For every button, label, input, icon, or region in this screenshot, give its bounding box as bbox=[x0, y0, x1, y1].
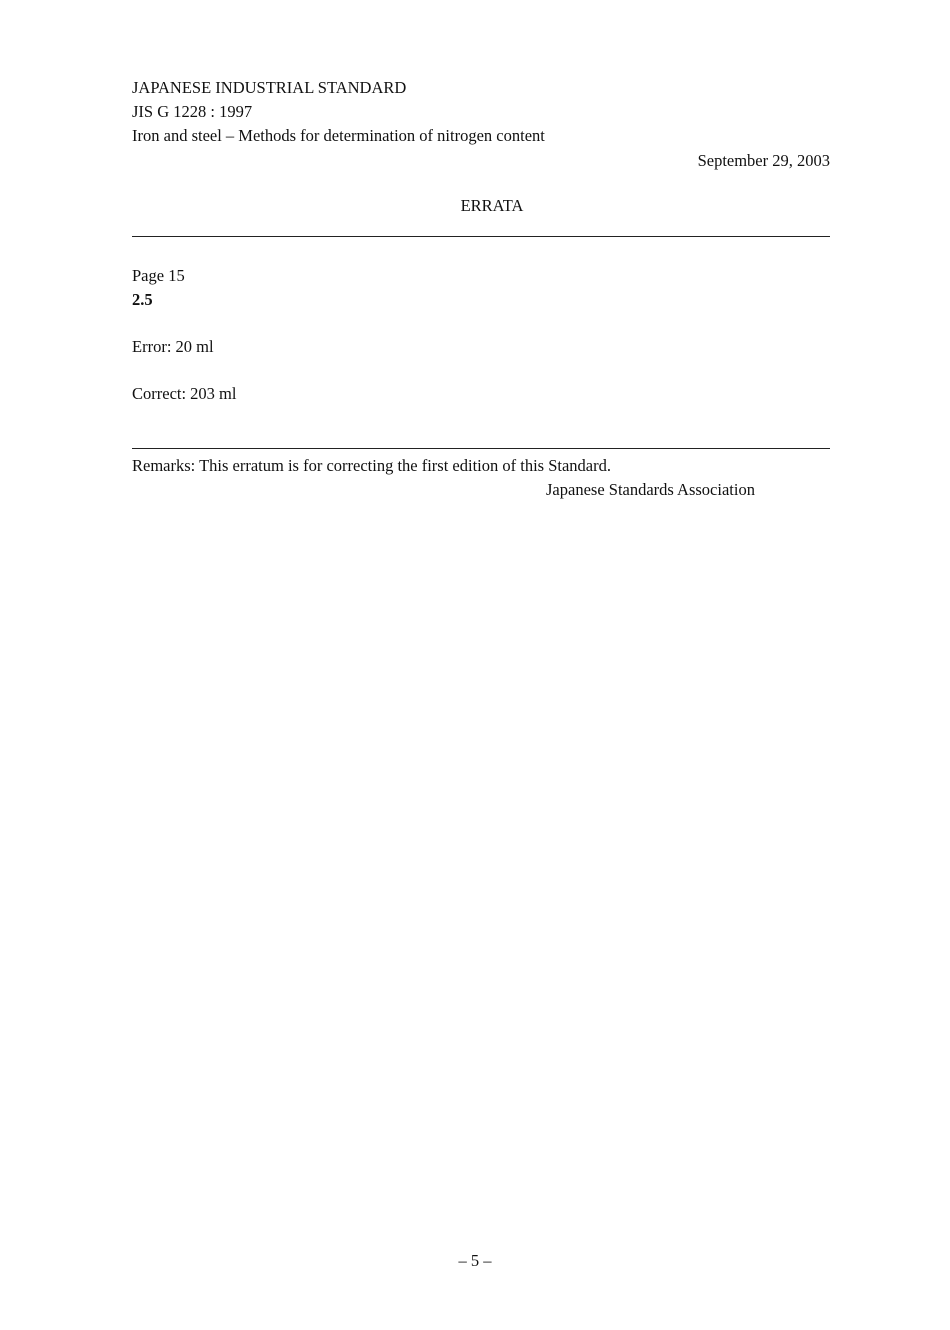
error-text: Error: 20 ml bbox=[132, 337, 214, 356]
page-number: – 5 – bbox=[458, 1251, 492, 1270]
publisher-name: Japanese Standards Association bbox=[546, 480, 755, 499]
standard-number: JIS G 1228 : 1997 bbox=[132, 102, 253, 121]
bottom-divider bbox=[132, 448, 830, 449]
page-reference: Page 15 bbox=[132, 266, 185, 285]
top-divider bbox=[132, 236, 830, 237]
remarks-text: Remarks: This erratum is for correcting the first edition of this Standard. bbox=[132, 456, 611, 475]
document-date: September 29, 2003 bbox=[697, 151, 830, 170]
clause-reference: 2.5 bbox=[132, 290, 153, 309]
correction-text: Correct: 203 ml bbox=[132, 384, 237, 403]
errata-heading: ERRATA bbox=[460, 196, 524, 215]
standard-subject: Iron and steel – Methods for determination of nitrogen content bbox=[132, 126, 545, 145]
standard-title: JAPANESE INDUSTRIAL STANDARD bbox=[132, 78, 407, 97]
